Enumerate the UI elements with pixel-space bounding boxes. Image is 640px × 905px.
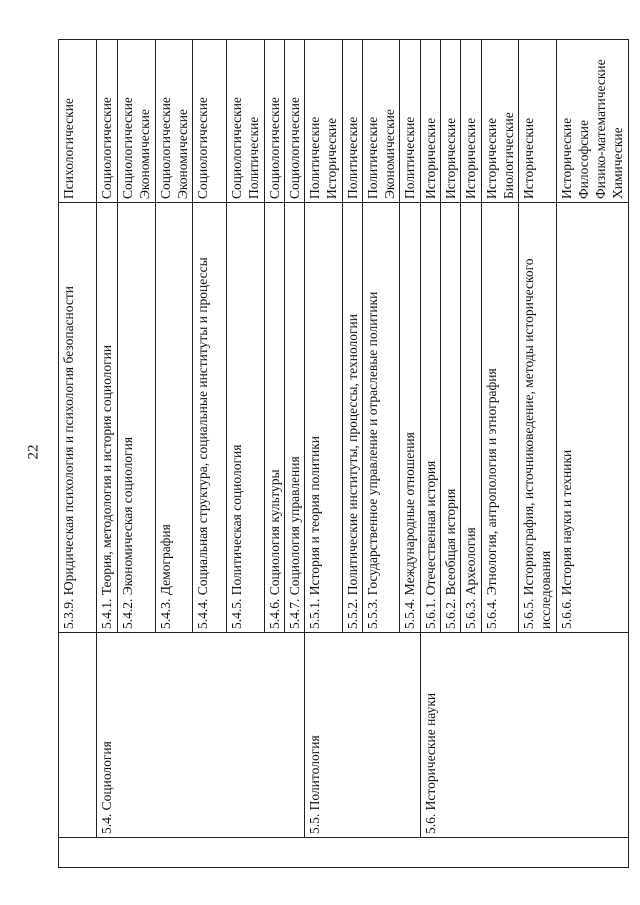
page-number: 22 [25,444,42,460]
science-branch-cell [118,40,156,203]
science-branch-cell [193,40,227,203]
science-branch-item: Политические [307,116,323,199]
science-branch-item: Социологические [266,97,282,199]
science-branch-cell [362,40,400,203]
specialty-cell: 5.4.5. Политическая социология [227,203,265,633]
specialty-cell: 5.6.4. Этнология, антропология и этнография [481,203,519,633]
science-branch-item: Политические [344,116,360,199]
group-cell: 5.5. Политология [305,633,421,838]
science-branch-item: Политические [402,116,418,199]
group-cell: 5.4. Социология [97,633,305,838]
table-row [97,40,118,868]
science-branch-cell [97,40,118,203]
science-branch-item: Физико-математические [593,59,609,199]
science-branch-item: Биологические [500,112,516,199]
specialty-cell: 5.4.7. Социология управления [284,203,304,633]
specialty-cell: 5.6.3. Археология [461,203,481,633]
science-branch-item: Социологические [195,97,211,199]
number-column-cell [59,838,629,868]
table-row [420,40,440,868]
science-branch-item: Химические [610,127,626,199]
science-branch-cell [284,40,304,203]
specialty-cell: 5.4.6. Социология культуры [264,203,284,633]
specialty-cell: 5.6.5. Историография, источниковедение, методы исторического исследования [519,203,557,633]
science-branch-item: Исторические [442,117,458,199]
science-branch-item: Философские [575,120,591,199]
science-branch-cell [59,40,97,203]
science-branch-item: Политические [246,116,262,199]
science-branch-item: Социологические [120,97,135,199]
science-branch-cell [342,40,362,203]
rotated-table-container [58,40,626,868]
specialty-cell: 5.6.6. История науки и техники [556,203,628,633]
table-row [305,40,343,868]
science-branch-item: Социологические [157,97,173,199]
science-branch-cell [227,40,265,203]
science-branch-cell [556,40,628,203]
science-branch-item: Экономические [382,109,398,199]
science-branch-cell [155,40,193,203]
science-branch-item: Экономические [137,109,153,199]
specialty-cell: 5.4.1. Теория, методология и история социологии [97,203,118,633]
science-branch-item: Исторические [483,117,499,199]
specialty-cell: 5.4.4. Социальная структура, социальные институты и процессы [193,203,227,633]
table-row [59,40,97,868]
science-branch-cell [461,40,481,203]
science-branch-item: Исторические [463,117,479,199]
science-branch-item: Исторические [422,117,438,199]
group-cell: 5.6. Исторические науки [420,633,628,838]
science-branch-item: Психологические [61,98,76,199]
science-branch-cell [519,40,557,203]
specialty-cell: 5.5.4. Международные отношения [400,203,420,633]
specialty-cell: 5.4.3. Демография [155,203,193,633]
science-branch-item: Экономические [174,109,190,199]
specialties-table [58,39,629,868]
science-branch-cell [440,40,460,203]
group-cell [59,633,97,838]
science-branch-cell [264,40,284,203]
science-branch-item: Социологические [286,97,302,199]
science-branch-item: Исторические [324,117,340,199]
science-branch-item: Исторические [558,117,574,199]
specialty-cell: 5.6.2. Всеобщая история [440,203,460,633]
science-branch-cell [305,40,343,203]
science-branch-cell [420,40,440,203]
science-branch-item: Социологические [229,97,245,199]
specialty-cell: 5.6.1. Отечественная история [420,203,440,633]
specialty-cell: 5.5.2. Политические институты, процессы, технологии [342,203,362,633]
science-branch-cell [481,40,519,203]
science-branch-cell [400,40,420,203]
specialty-cell: 5.3.9. Юридическая психология и психология безопасности [59,203,97,633]
science-branch-item: Исторические [521,117,537,199]
specialty-cell: 5.4.2. Экономическая социология [118,203,156,633]
specialty-cell: 5.5.3. Государственное управление и отраслевые политики [362,203,400,633]
science-branch-item: Политические [364,116,380,199]
science-branch-item: Социологические [99,97,114,199]
specialty-cell: 5.5.1. История и теория политики [305,203,343,633]
